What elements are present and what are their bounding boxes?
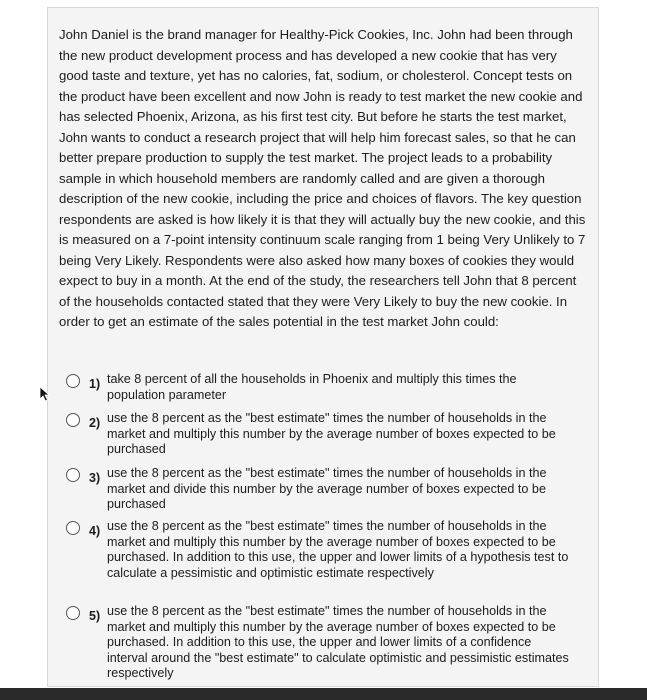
option-number: 1): [89, 377, 101, 391]
radio-button[interactable]: [66, 413, 80, 427]
radio-button[interactable]: [66, 521, 80, 535]
radio-button[interactable]: [66, 374, 80, 388]
option-text: take 8 percent of all the households in Phoenix and multiply this times the population parameter: [107, 372, 517, 402]
option-number: 4): [89, 524, 101, 538]
option-number: 3): [89, 471, 101, 485]
option-text: use the 8 percent as the "best estimate" times the number of households in the market and multiply this number by the average number of boxes expected to be purchased: [107, 411, 556, 457]
option-number: 2): [89, 416, 101, 430]
option-number: 5): [89, 609, 101, 623]
mouse-pointer-icon: [38, 386, 52, 402]
question-panel: [47, 7, 599, 687]
bottom-strip: [0, 688, 647, 700]
option-text: use the 8 percent as the "best estimate" times the number of households in the market and multiply this number by the average number of boxes expected to be purchased. In addition to this use, the upper and lower limits of a hypothesis test to calculate a pessimistic and optimistic estimate respectively: [107, 519, 569, 580]
question-text: John Daniel is the brand manager for Healthy-Pick Cookies, Inc. John had been through the new product development process and has developed a new cookie that has very good taste and texture, yet has no calories, fat, sodium, or cholesterol. Concept tests on the product have been excellent and now John is ready to test market the new cookie and has selected Phoenix, Arizona, as his first test city. But before he starts the test market, John wants to conduct a research project that will help him forecast sales, so that he can better prepare production to supply the test market. The project leads to a probability sample in which household members are randomly called and are given a thorough description of the new cookie, including the price and choices of flavors. The key question respondents are asked is how likely it is that they will actually buy the new cookie, and this is measured on a 7-point intensity continuum scale ranging from 1 being Very Unlikely to 7 being Very Likely. Respondents were also asked how many boxes of cookies they would expect to buy in a month. At the end of the study, the researchers tell John that 8 percent of the households contacted stated that they were Very Likely to buy the new cookie. In order to get an estimate of the sales potential in the test market John could:: [59, 27, 586, 329]
radio-button[interactable]: [66, 606, 80, 620]
option-text: use the 8 percent as the "best estimate" times the number of households in the market and multiply this number by the average number of boxes expected to be purchased. In addition to this use, the upper and lower limits of a confidence interval around the "best estimate" to calculate optimistic and pessimistic estimates respectively: [107, 604, 569, 681]
radio-button[interactable]: [66, 468, 80, 482]
option-text: use the 8 percent as the "best estimate" times the number of households in the market and divide this number by the average number of boxes expected to be purchased: [107, 466, 547, 512]
